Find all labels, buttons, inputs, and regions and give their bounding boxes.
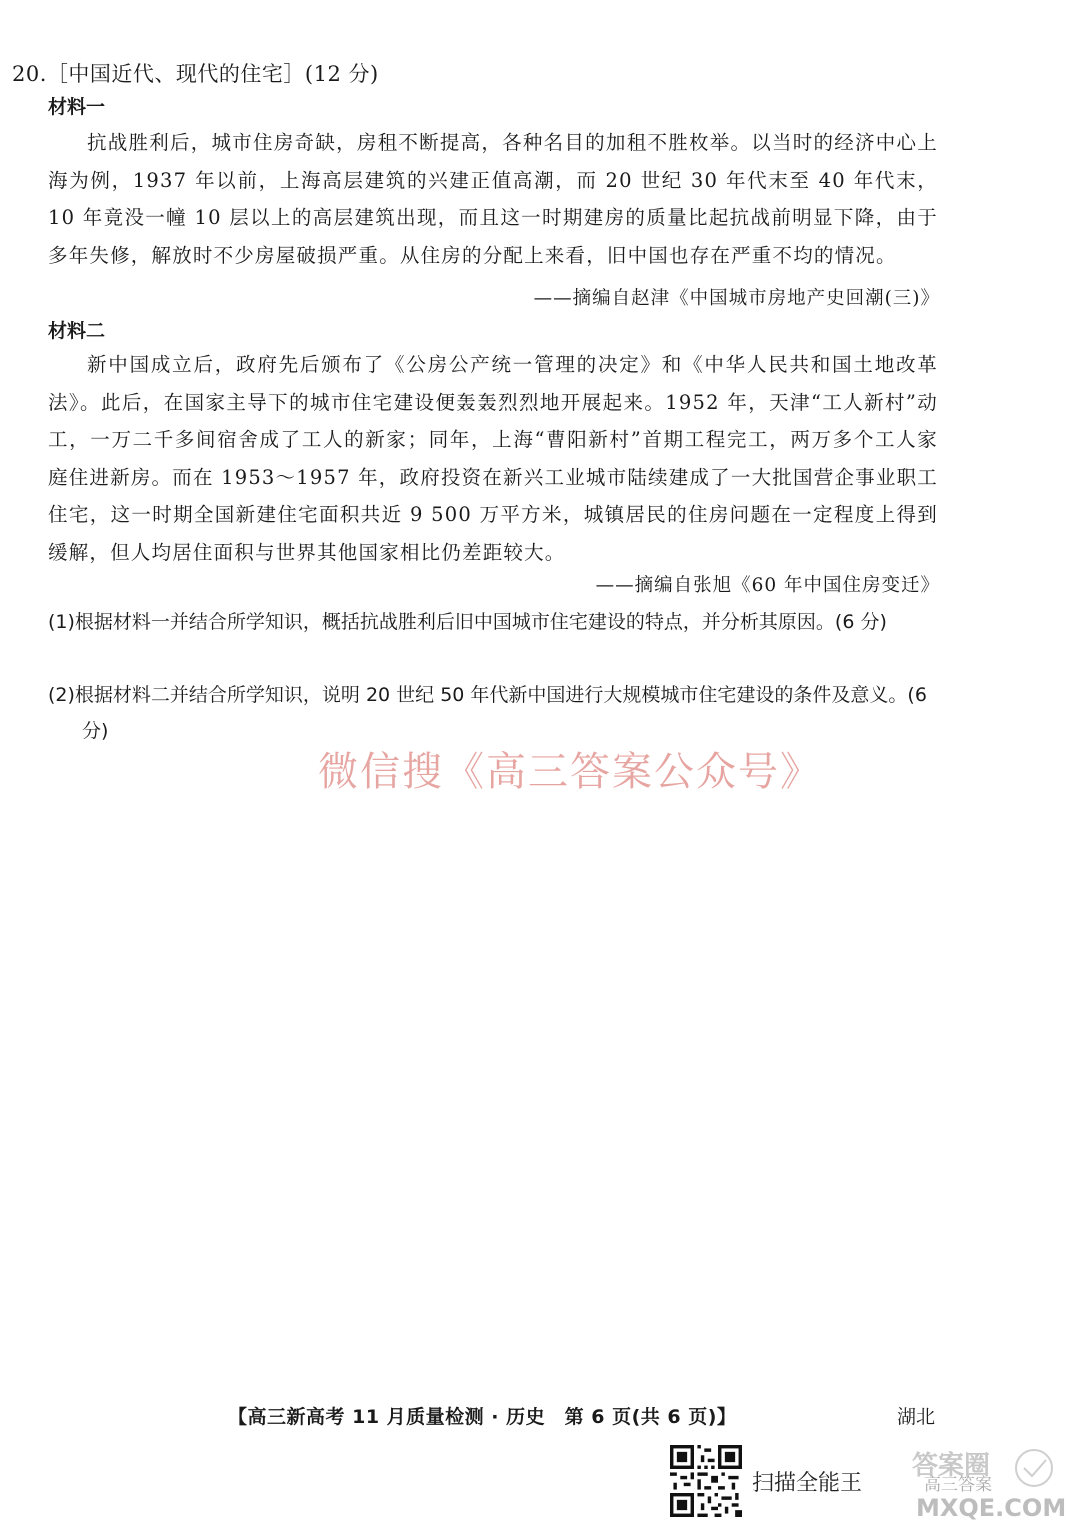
- material-1-text: 抗战胜利后，城市住房奇缺，房租不断提高，各种名目的加租不胜枚举。以当时的经济中心上海为例，1937 年以前，上海高层建筑的兴建正值高潮，而 20 世纪 30 年代末至 40 年代末，10 年竟没一幢 10 层以上的高层建筑出现，而且这一时期建房的质量比起抗战前明显下降，由于多年失修，解放时不少房屋破损严重。从住房的分配上来看，旧中国也存在严重不均的情况。: [48, 131, 938, 267]
- question-2: (2)根据材料二并结合所学知识，说明 20 世纪 50 年代新中国进行大规模城市住宅建设的条件及意义。(6 分): [48, 684, 927, 742]
- svg-text:高三答案: 高三答案: [924, 1475, 992, 1495]
- watermark: 微信搜《高三答案公众号》: [318, 749, 822, 795]
- material-2-text: 新中国成立后，政府先后颁布了《公房公产统一管理的决定》和《中华人民共和国土地改革法》。此后，在国家主导下的城市住宅建设便轰轰烈烈地开展起来。1952 年，天津“工人新村”动工，一万二千多间宿舍成了工人的新家；同年，上海“曹阳新村”首期工程完工，两万多个工人家庭住进新房。而在 1953～1957 年，政府投资在新兴工业城市陆续建成了一大批国营企事业职工住宅，这一时期全国新建住宅面积共近 9 500 万平方米，城镇居民的住房问题在一定程度上得到缓解，但人均居住面积与世界其他国家相比仍差距较大。: [48, 353, 938, 564]
- region-label: 湖北: [897, 1406, 936, 1428]
- question-1: (1)根据材料一并结合所学知识，概括抗战胜利后旧中国城市住宅建设的特点，并分析其原因。(6 分): [48, 611, 887, 633]
- material-2-source: ——摘编自张旭《60 年中国住房变迁》: [595, 575, 940, 596]
- scan-app-label: 扫描全能王: [752, 1471, 863, 1496]
- qr-code-icon: [670, 1445, 742, 1517]
- svg-text:MXQE.COM: MXQE.COM: [916, 1494, 1067, 1522]
- material-2-title: 材料二: [48, 320, 106, 342]
- material-1-source: ——摘编自赵津《中国城市房地产史回潮(三)》: [533, 288, 940, 309]
- question-header: 20.［中国近代、现代的住宅］(12 分): [12, 62, 379, 86]
- material-1-title: 材料一: [48, 96, 106, 118]
- corner-watermark-logo: [902, 1440, 1072, 1525]
- svg-text:答案圈: 答案圈: [912, 1451, 991, 1481]
- page-footer: 【高三新高考 11 月质量检测 · 历史 第 6 页(共 6 页)】: [228, 1406, 737, 1428]
